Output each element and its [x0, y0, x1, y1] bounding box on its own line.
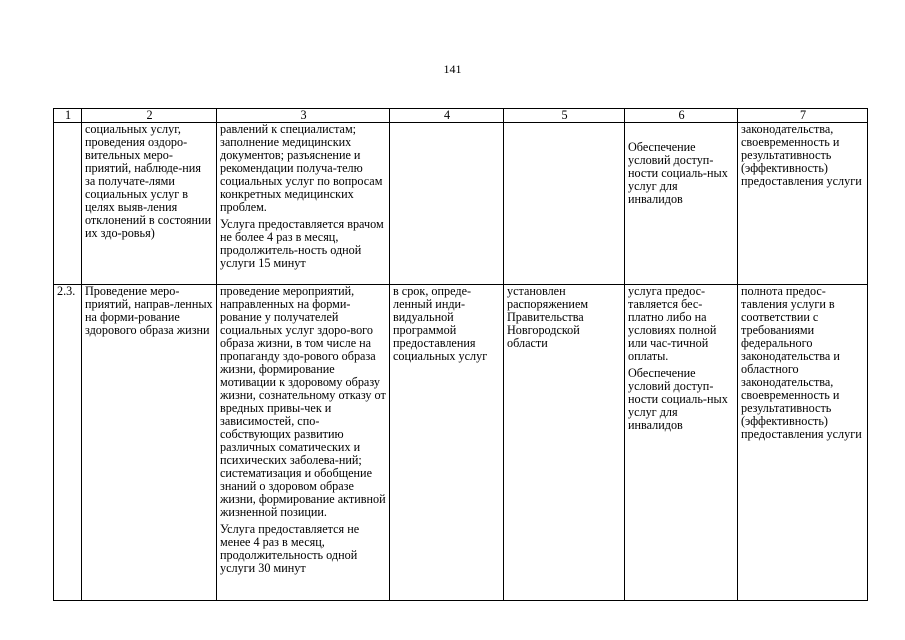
cell-paragraph: законодательства, своевременность и результативность (эффективность) предоставления услуги	[741, 122, 862, 188]
table-row	[54, 285, 868, 601]
service-tariff-cell	[504, 123, 625, 285]
cell-paragraph: Услуга предоставляется не менее 4 раз в месяц, продолжительность одной услуги 30 минут	[220, 522, 360, 575]
cell-paragraph: Проведение меро-приятий, направ-ленных на форми-рование здорового образа жизни	[85, 284, 213, 337]
cell-paragraph: услуга предос-тавляется бес-платно либо на условиях полной или час-тичной оплаты.	[628, 284, 717, 363]
service-description-cell	[217, 285, 390, 601]
cell-paragraph	[628, 123, 735, 136]
service-tariff-cell	[504, 285, 625, 601]
service-term-cell	[390, 123, 504, 285]
cell-paragraph: равлений к специалистам; заполнение медицинских документов; разъяснение и рекомендации получа-телю социальных услуг по вопросам конкретных медицинских проблем.	[220, 122, 383, 214]
service-conditions-cell	[625, 123, 738, 285]
cell-paragraph: Услуга предоставляется врачом не более 4 раз в месяц, продолжитель-ность одной услуги 15 минут	[220, 217, 384, 270]
row-number	[54, 123, 82, 285]
column-header: 2	[82, 109, 217, 123]
cell-paragraph: в срок, опреде-ленный инди-видуальной программой предоставления социальных услуг	[393, 284, 488, 363]
cell-paragraph: Обеспечение условий доступ-ности социаль-ных услуг для инвалидов	[628, 140, 728, 206]
cell-paragraph: установлен распоряжением Правительства Новгородской области	[507, 284, 589, 350]
cell-paragraph: проведение мероприятий, направленных на форми-рование у получателей социальных услуг здоро-вого образа жизни, в том числе на пропаганду здо-рового образа жизни, формирование мотивации к здоровому образу жизни, сознательному отказу от вредных привы-чек и зависимостей, спо-собствующих развитию различных соматических и психических заболева-ний; систематизация и обобщение знаний о здоровом образе жизни, формирование активной жизненной позиции.	[220, 284, 386, 519]
column-header: 4	[390, 109, 504, 123]
table-row	[54, 123, 868, 285]
column-header: 1	[54, 109, 82, 123]
service-description-cell	[217, 123, 390, 285]
column-header: 7	[738, 109, 868, 123]
column-header: 5	[504, 109, 625, 123]
services-table	[53, 108, 868, 601]
cell-paragraph: Обеспечение условий доступ-ности социаль-ных услуг для инвалидов	[628, 366, 728, 432]
row-number: 2.3.	[54, 285, 82, 601]
service-name-cell	[82, 123, 217, 285]
column-header: 3	[217, 109, 390, 123]
service-quality-cell	[738, 285, 868, 601]
table-header-row	[54, 109, 868, 123]
column-header: 6	[625, 109, 738, 123]
cell-paragraph: социальных услуг, проведения оздоро-вительных меро-приятий, наблюде-ния за получате-лями социальных услуг в целях выяв-ления отклонений в состоянии их здо-ровья)	[85, 122, 212, 240]
service-conditions-cell	[625, 285, 738, 601]
service-term-cell	[390, 285, 504, 601]
service-quality-cell	[738, 123, 868, 285]
service-name-cell	[82, 285, 217, 601]
cell-paragraph: полнота предос-тавления услуги в соответствии с требованиями федерального законодательства и областного законодательства, своевременность и результативность (эффективность) предоставления услуги	[741, 284, 862, 441]
page-number: 141	[443, 62, 462, 76]
